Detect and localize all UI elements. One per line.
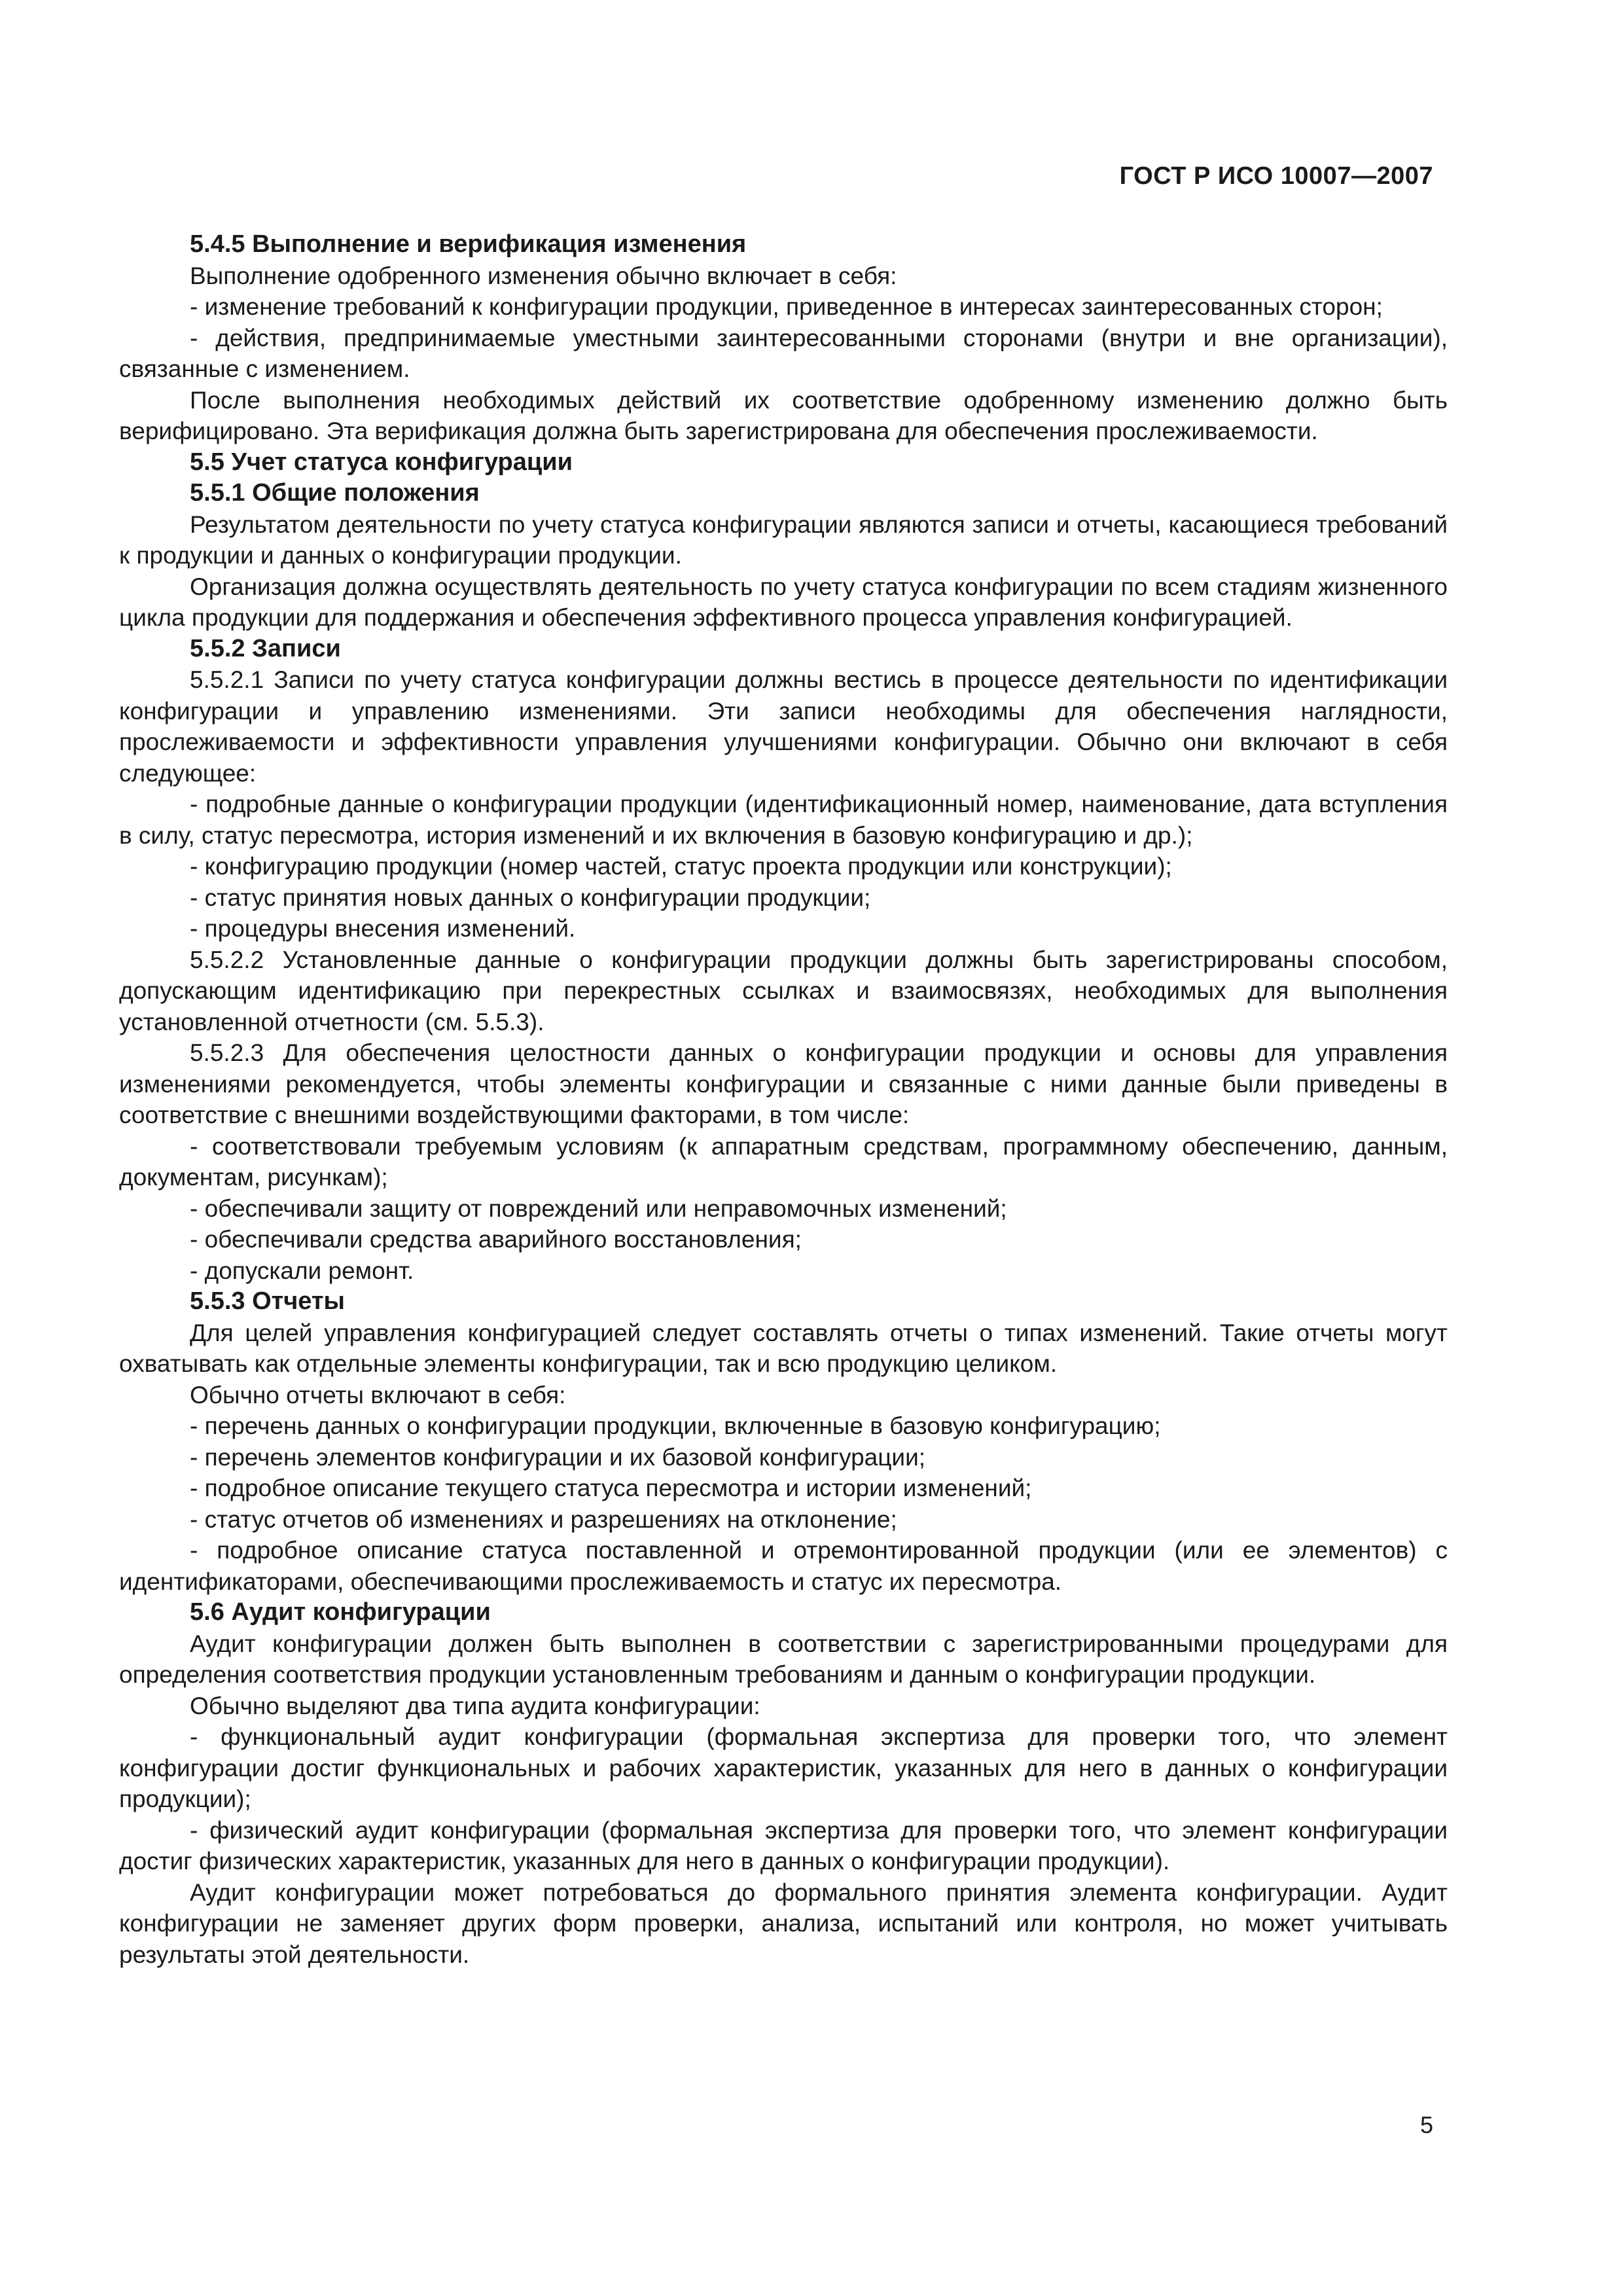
list-item: - перечень данных о конфигурации продукции, включенные в базовую конфигурацию; <box>190 1412 1161 1439</box>
list-item: - статус принятия новых данных о конфигурации продукции; <box>190 884 871 911</box>
list-item: - действия, предпринимаемые уместными заинтересованными сторонами (внутри и вне организации), связанные с изменением. <box>119 324 1448 382</box>
paragraph: Аудит конфигурации должен быть выполнен в соответствии с зарегистрированными процедурами для определения соответствия продукции установленным требованиям и данным о конфигурации продукции. <box>119 1630 1448 1688</box>
section-heading-5-5-3: 5.5.3 Отчеты <box>190 1287 345 1315</box>
section-heading-5-6: 5.6 Аудит конфигурации <box>190 1598 491 1626</box>
document-code-header: ГОСТ Р ИСО 10007—2007 <box>1119 162 1433 190</box>
paragraph: Обычно отчеты включают в себя: <box>190 1381 566 1408</box>
list-item: - конфигурацию продукции (номер частей, статус проекта продукции или конструкции); <box>190 853 1172 880</box>
list-item: - обеспечивали средства аварийного восстановления; <box>190 1226 802 1253</box>
paragraph: После выполнения необходимых действий их соответствие одобренному изменению должно быть верифицировано. Эта верификация должна быть зарегистрирована для обеспечения прослеживаемости. <box>119 386 1448 444</box>
list-item: - процедуры внесения изменений. <box>190 915 576 942</box>
paragraph: Организация должна осуществлять деятельность по учету статуса конфигурации по всем стадиям жизненного цикла продукции для поддержания и обеспечения эффективного процесса управления конфигурацией. <box>119 573 1448 631</box>
section-heading-5-5-1: 5.5.1 Общие положения <box>190 479 480 507</box>
list-item: - статус отчетов об изменениях и разрешениях на отклонение; <box>190 1505 897 1533</box>
section-heading-5-5: 5.5 Учет статуса конфигурации <box>190 448 573 476</box>
list-item: - физический аудит конфигурации (формальная экспертиза для проверки того, что элемент конфигурации достиг физических характеристик, указанных для него в данных о конфигурации продукции). <box>119 1816 1448 1874</box>
paragraph: 5.5.2.2 Установленные данные о конфигурации продукции должны быть зарегистрированы способом, допускающим идентификацию при перекрестных ссылках и взаимосвязях, необходимых для выполнения установленной отчетности (см. 5.5.3). <box>119 946 1448 1035</box>
list-item: - обеспечивали защиту от повреждений или неправомочных изменений; <box>190 1194 1007 1222</box>
paragraph: Выполнение одобренного изменения обычно включает в себя: <box>190 262 897 289</box>
paragraph: 5.5.2.3 Для обеспечения целостности данных о конфигурации продукции и основы для управления изменениями рекомендуется, чтобы элементы конфигурации и связанные с ними данные были приведены в соответствие с внешними воздействующими факторами, в том числе: <box>119 1039 1448 1128</box>
list-item: - соответствовали требуемым условиям (к аппаратным средствам, программному обеспечению, данным, документам, рисункам); <box>119 1132 1448 1191</box>
list-item: - подробное описание текущего статуса пересмотра и истории изменений; <box>190 1475 1032 1501</box>
paragraph: Для целей управления конфигурацией следует составлять отчеты о типах изменений. Такие отчеты могут охватывать как отдельные элементы конфигурации, так и всю продукцию целиком. <box>119 1319 1448 1377</box>
list-item: - допускали ремонт. <box>190 1257 414 1284</box>
section-heading-5-4-5: 5.4.5 Выполнение и верификация изменения <box>190 230 747 258</box>
document-body <box>119 229 1448 1970</box>
list-item: - изменение требований к конфигурации продукции, приведенное в интересах заинтересованных сторон; <box>190 293 1383 320</box>
section-heading-5-5-2: 5.5.2 Записи <box>190 634 341 662</box>
paragraph: Результатом деятельности по учету статуса конфигурации являются записи и отчеты, касающиеся требований к продукции и данных о конфигурации продукции. <box>119 511 1448 569</box>
list-item: - перечень элементов конфигурации и их базовой конфигурации; <box>190 1443 926 1471</box>
paragraph: 5.5.2.1 Записи по учету статуса конфигурации должны вестись в процессе деятельности по идентификации конфигурации и управлению изменениями. Эти записи необходимы для обеспечения наглядности, прослеживаемости и эффективности управления улучшениями конфигурации. Обычно они включают в себя следующее: <box>119 666 1448 787</box>
page-number: 5 <box>1419 2111 1433 2138</box>
list-item: - функциональный аудит конфигурации (формальная экспертиза для проверки того, что элемент конфигурации достиг функциональных и рабочих характеристик, указанных для него в данных о конфигурации продукции); <box>119 1723 1448 1812</box>
list-item: - подробное описание статуса поставленной и отремонтированной продукции (или ее элементов) с идентификаторами, обеспечивающими прослеживаемость и статус их пересмотра. <box>119 1537 1448 1595</box>
paragraph: Обычно выделяют два типа аудита конфигурации: <box>190 1692 760 1719</box>
list-item: - подробные данные о конфигурации продукции (идентификационный номер, наименование, дата вступления в силу, статус пересмотра, история изменений и их включения в базовую конфигурацию и др.); <box>119 791 1448 849</box>
paragraph: Аудит конфигурации может потребоваться до формального принятия элемента конфигурации. Аудит конфигурации не заменяет других форм проверки, анализа, испытаний или контроля, но может учитывать результаты этой деятельности. <box>119 1878 1448 1968</box>
